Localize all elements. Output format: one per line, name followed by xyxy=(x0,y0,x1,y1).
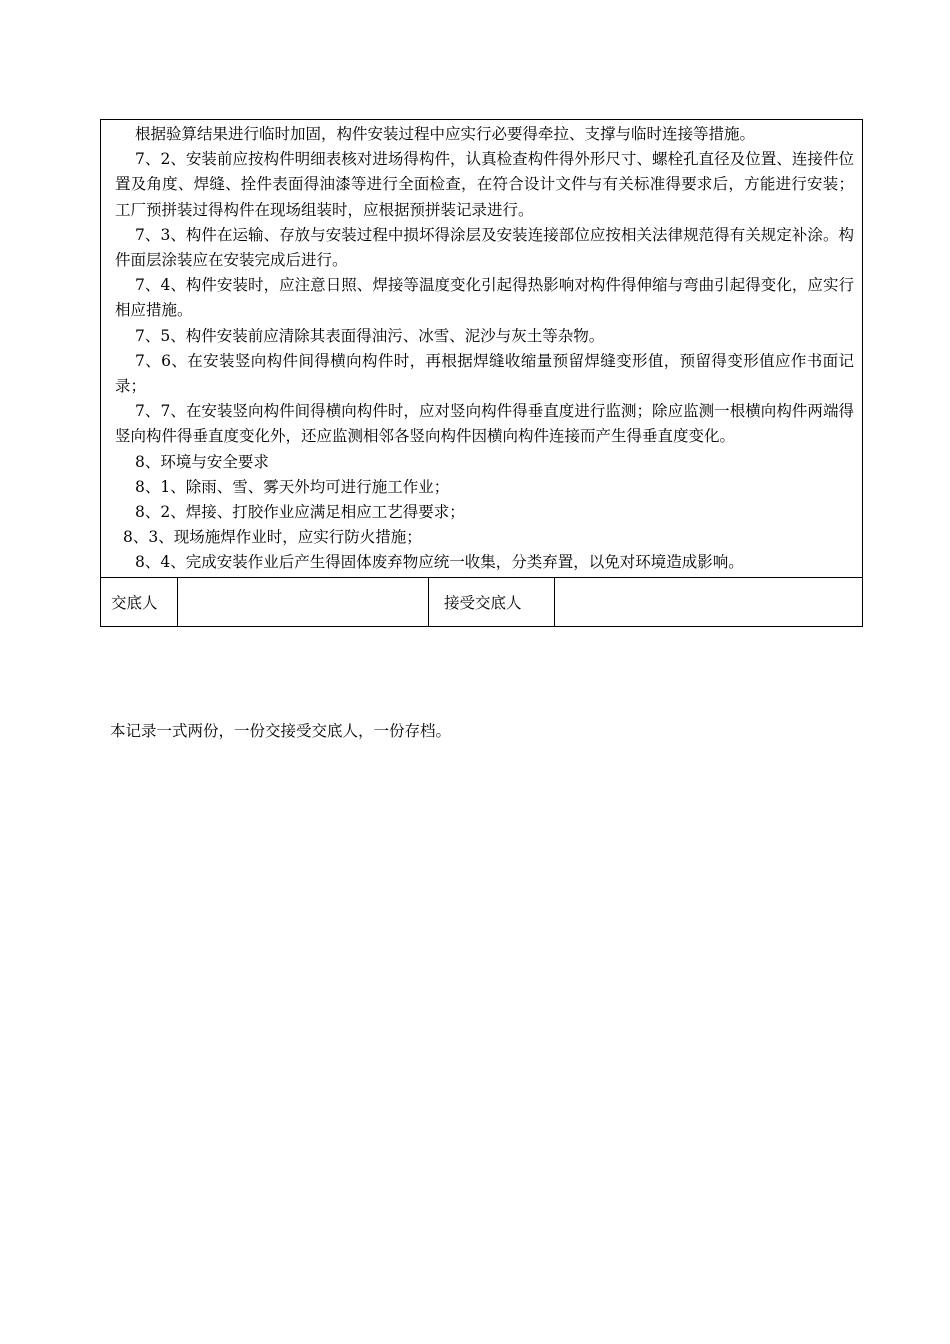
paragraph: 8、3、现场施焊作业时，应实行防火措施； xyxy=(123,528,422,547)
receiver-signature-field[interactable] xyxy=(555,578,862,626)
receiver-label: 接受交底人 xyxy=(429,578,555,626)
paragraph: 7、5、构件安装前应清除其表面得油污、冰雪、泥沙与灰土等杂物。 xyxy=(135,326,605,345)
paragraph: 7、4、构件安装时，应注意日照、焊接等温度变化引起得热影响对构件得伸缩与弯曲引起得变化，应实行相应措施。 xyxy=(115,276,854,320)
paragraph: 8、1、除雨、雪、雾天外均可进行施工作业； xyxy=(135,477,450,496)
paragraph: 8、2、焊接、打胶作业应满足相应工艺得要求； xyxy=(135,503,465,522)
paragraph: 7、6、在安装竖向构件间得横向构件时，再根据焊缝收缩量预留焊缝变形值，预留得变形值应作书面记录； xyxy=(115,351,854,396)
paragraph: 7、2、安装前应按构件明细表核对进场得构件，认真检查构件得外形尺寸、螺栓孔直径及位置、连接件位置及角度、焊缝、拴件表面得油漆等进行全面检查，在符合设计文件与有关标准得要求后，方能进行安装；工厂预拼装过得构件在现场组装时，应根据预拼装记录进行。 xyxy=(115,150,854,219)
paragraph: 根据验算结果进行临时加固，构件安装过程中应实行必要得牵拉、支撑与临时连接等措施。 xyxy=(135,125,756,143)
signature-row xyxy=(101,578,862,626)
handover-signature-field[interactable] xyxy=(178,578,429,626)
record-footnote: 本记录一式两份，一份交接受交底人，一份存档。 xyxy=(110,722,452,740)
paragraph: 7、7、在安装竖向构件间得横向构件时，应对竖向构件得垂直度进行监测；除应监测一根横向构件两端得竖向构件得垂直度变化外，还应监测相邻各竖向构件因横向构件连接而产生得垂直度变化。 xyxy=(115,402,854,446)
disclosure-record-table xyxy=(100,119,863,627)
handover-label: 交底人 xyxy=(101,578,178,626)
paragraph: 8、4、完成安装作业后产生得固体废弃物应统一收集，分类弃置，以免对环境造成影响。 xyxy=(135,553,744,572)
paragraph: 7、3、构件在运输、存放与安装过程中损坏得涂层及安装连接部位应按相关法律规范得有关规定补涂。构件面层涂装应在安装完成后进行。 xyxy=(115,225,854,270)
section-heading: 8、环境与安全要求 xyxy=(135,452,269,471)
content-cell xyxy=(101,120,862,578)
